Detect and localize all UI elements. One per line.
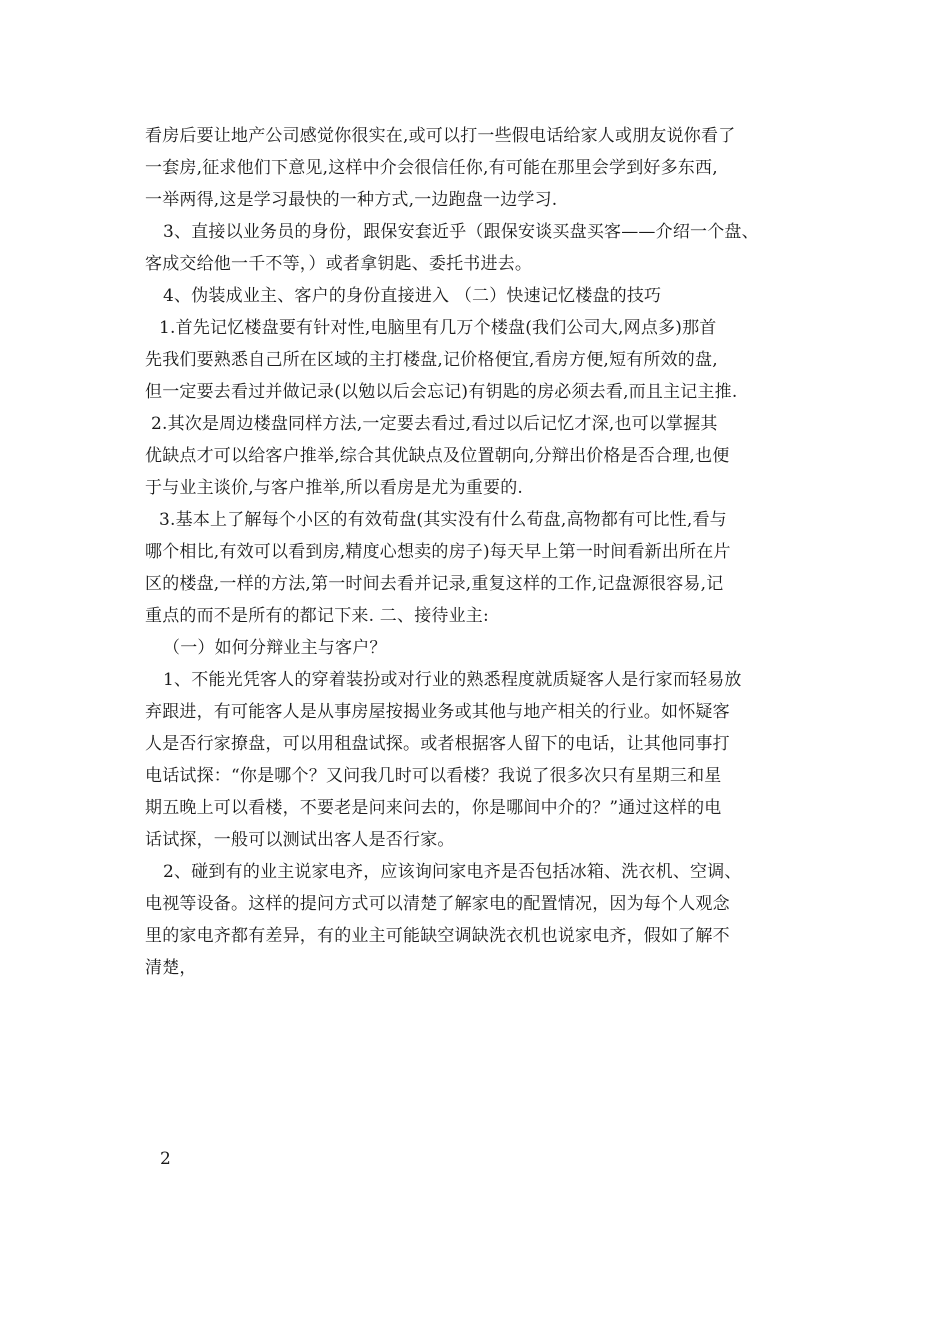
text-line: 一套房,征求他们下意见,这样中介会很信任你,有可能在那里会学到好多东西, [145, 158, 718, 178]
text-line: 区的楼盘,一样的方法,第一时间去看并记录,重复这样的工作,记盘源很容易,记 [145, 574, 724, 594]
text-line: 弃跟进，有可能客人是从事房屋按揭业务或其他与地产相关的行业。如怀疑客 [145, 702, 730, 722]
document-body [145, 120, 825, 984]
text-line: 优缺点才可以给客户推举,综合其优缺点及位置朝向,分辩出价格是否合理,也便 [145, 446, 730, 466]
text-line: 一举两得,这是学习最快的一种方式,一边跑盘一边学习. [145, 190, 558, 210]
section-heading: （一）如何分辩业主与客户？ [163, 638, 387, 658]
text-line: 看房后要让地产公司感觉你很实在,或可以打一些假电话给家人或朋友说你看了 [145, 126, 736, 146]
text-line: 期五晚上可以看楼，不要老是问来问去的，你是哪间中介的？”通过这样的电 [145, 798, 722, 818]
text-line: 电视等设备。这样的提问方式可以清楚了解家电的配置情况，因为每个人观念 [145, 894, 730, 914]
text-line: 1.首先记忆楼盘要有针对性,电脑里有几万个楼盘(我们公司大,网点多)那首 [159, 318, 717, 338]
text-line: 3.基本上了解每个小区的有效荀盘(其实没有什么荀盘,高物都有可比性,看与 [159, 510, 727, 530]
text-line: 2.其次是周边楼盘同样方法,一定要去看过,看过以后记忆才深,也可以掌握其 [151, 414, 718, 434]
text-line: 1、不能光凭客人的穿着装扮或对行业的熟悉程度就质疑客人是行家而轻易放 [163, 670, 742, 690]
text-line: 话试探，一般可以测试出客人是否行家。 [145, 830, 455, 850]
text-line: 电话试探：“你是哪个？又问我几时可以看楼？我说了很多次只有星期三和星 [145, 766, 722, 786]
text-line: 客成交给他一千不等，）或者拿钥匙、委托书进去。 [145, 254, 533, 274]
text-line: 4、伪装成业主、客户的身份直接进入 （二）快速记忆楼盘的技巧 [163, 286, 662, 306]
text-line: 人是否行家撩盘，可以用租盘试探。或者根据客人留下的电话，让其他同事打 [145, 734, 730, 754]
text-line: 里的家电齐都有差异，有的业主可能缺空调缺洗衣机也说家电齐，假如了解不 [145, 926, 730, 946]
text-line: 2、碰到有的业主说家电齐，应该询问家电齐是否包括冰箱、洗衣机、空调、 [163, 862, 742, 882]
text-line: 先我们要熟悉自己所在区域的主打楼盘,记价格便宜,看房方便,短有所效的盘, [145, 350, 718, 370]
text-line: 3、直接以业务员的身份，跟保安套近乎（跟保安谈买盘买客——介绍一个盘、 [163, 222, 759, 242]
text-line: 哪个相比,有效可以看到房,精度心想卖的房子)每天早上第一时间看新出所在片 [145, 542, 731, 562]
text-line: 但一定要去看过并做记录(以勉以后会忘记)有钥匙的房必须去看,而且主记主推. [145, 382, 738, 402]
text-line: 清楚， [145, 958, 197, 978]
text-line: 重点的而不是所有的都记下来. 二、接待业主: [145, 606, 489, 626]
page-number: 2 [160, 1149, 171, 1169]
text-line: 于与业主谈价,与客户推举,所以看房是尤为重要的. [145, 478, 524, 498]
